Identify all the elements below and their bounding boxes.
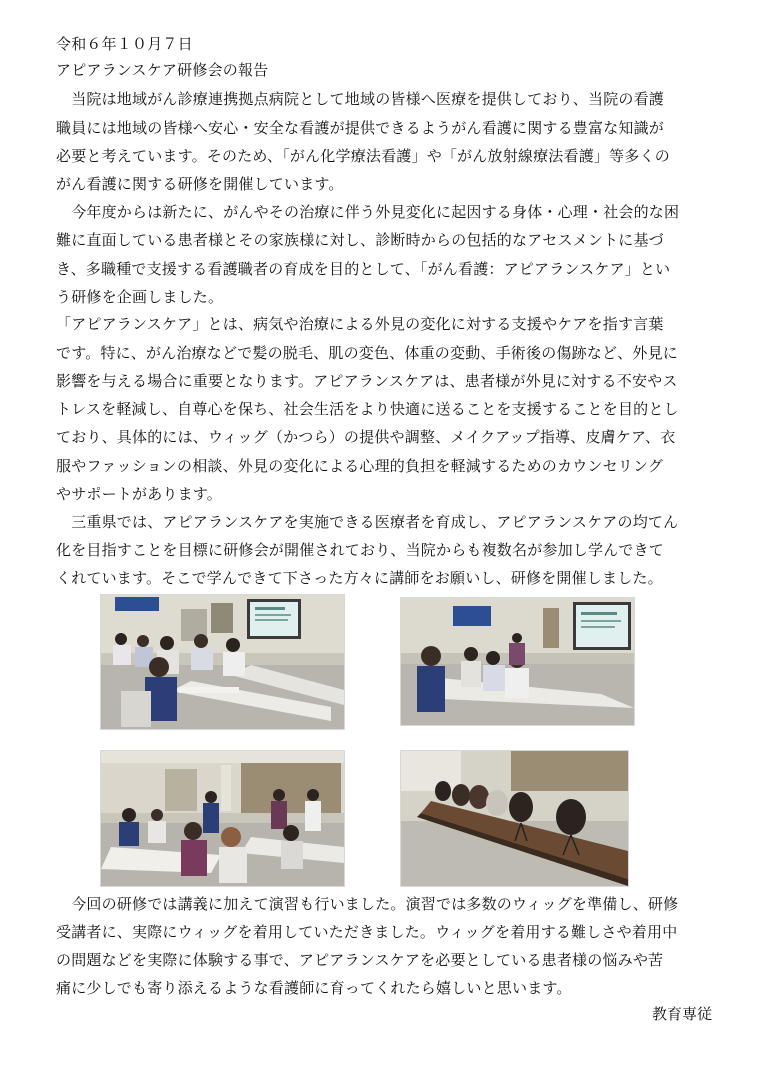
text-line: トレスを軽減し、自尊心を保ち、社会生活をより快適に送ることを支援することを目的とし bbox=[56, 400, 679, 418]
text-line: 当院は地域がん診療連携拠点病院として地域の皆様へ医療を提供しており、当院の看護 bbox=[56, 90, 665, 108]
text-line: 難に直面している患者様とその家族様に対し、診断時からの包括的なアセスメントに基づ bbox=[56, 231, 664, 249]
photo-wig-display bbox=[400, 750, 629, 887]
text-line: です。特に、がん治療などで髪の脱毛、肌の変色、体重の変動、手術後の傷跡など、外見に bbox=[56, 344, 679, 362]
text-line: 三重県では、アピアランスケアを実施できる医療者を育成し、アピアランスケアの均てん bbox=[56, 513, 679, 531]
text-line: 今年度からは新たに、がんやその治療に伴う外見変化に起因する身体・心理・社会的な困 bbox=[56, 203, 680, 221]
document-date: 令和６年１０月７日 bbox=[56, 35, 193, 53]
text-line: 服やファッションの相談、外見の変化による心理的負担を軽減するためのカウンセリング bbox=[56, 457, 664, 475]
photo-lecture-front bbox=[100, 594, 345, 730]
text-line: くれています。そこで学んできて下さった方々に講師をお願いし、研修を開催しました。 bbox=[56, 569, 663, 587]
text-line: 痛に少しでも寄り添えるような看護師に育ってくれたら嬉しいと思います。 bbox=[56, 979, 572, 997]
signature: 教育専従 bbox=[651, 1005, 712, 1023]
text-line: 化を目指すことを目標に研修会が開催されており、当院からも複数名が参加し学んできて bbox=[56, 541, 665, 559]
text-line: やサポートがあります。 bbox=[56, 485, 223, 503]
text-line: き、多職種で支援する看護職者の育成を目的として、「がん看護：アピアランスケア」とい bbox=[56, 260, 671, 278]
photo-group-practice bbox=[100, 750, 345, 887]
text-line: 職員には地域の皆様へ安心・安全な看護が提供できるようがん看護に関する豊富な知識が bbox=[56, 119, 665, 137]
document-title: アピアランスケア研修会の報告 bbox=[56, 61, 269, 79]
text-line: 影響を与える場合に重要となります。アピアランスケアは、患者様が外見に対する不安やス bbox=[56, 372, 678, 390]
photo-lecture-side bbox=[400, 597, 635, 726]
text-line: 「アピアランスケア」とは、病気や治療による外見の変化に対する支援やケアを指す言葉 bbox=[56, 315, 664, 333]
text-line: う研修を企画しました。 bbox=[56, 288, 224, 306]
text-line: の問題などを実際に体験する事で、アピアランスケアを必要としている患者様の悩みや苦 bbox=[56, 951, 664, 969]
text-line: 必要と考えています。そのため、「がん化学療法看護」や「がん放射線療法看護」等多くの bbox=[56, 147, 670, 165]
text-line: ており、具体的には、ウィッグ（かつら）の提供や調整、メイクアップ指導、皮膚ケア、衣 bbox=[56, 428, 676, 446]
text-line: 受講者に、実際にウィッグを着用していただきました。ウィッグを着用する難しさや着用中 bbox=[56, 923, 678, 941]
text-line: がん看護に関する研修を開催しています。 bbox=[56, 175, 344, 193]
text-line: 今回の研修では講義に加えて演習も行いました。演習では多数のウィッグを準備し、研修 bbox=[56, 895, 679, 913]
